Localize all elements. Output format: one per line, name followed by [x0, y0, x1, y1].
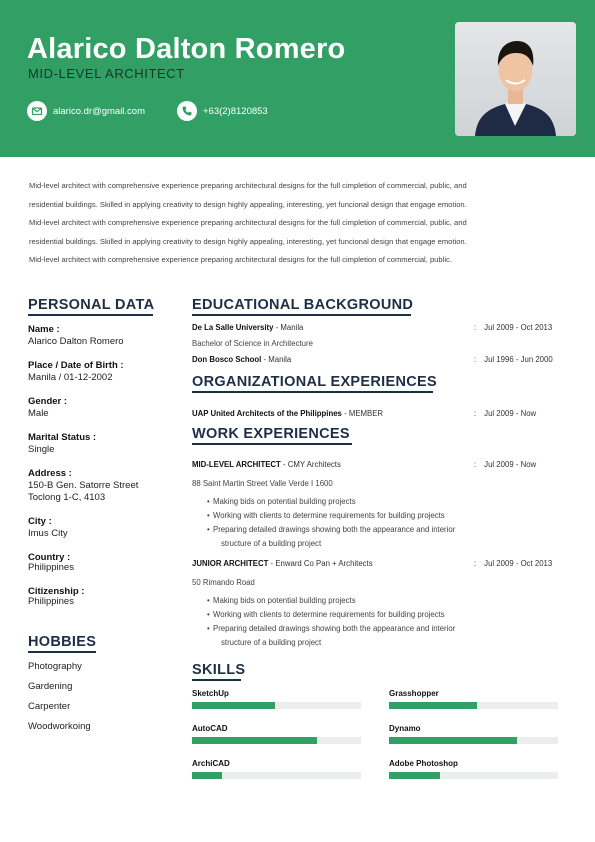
hobbies-underline [28, 651, 96, 653]
school-location: - Manila [273, 323, 304, 332]
duty-continuation: structure of a building project [221, 539, 322, 548]
envelope-icon [27, 101, 47, 121]
skill-name: SketchUp [192, 689, 229, 698]
hobbies-heading: HOBBIES [28, 634, 97, 650]
skill-level-fill [192, 737, 317, 744]
work-entry [192, 559, 373, 568]
gender-value: Male [28, 408, 49, 419]
education-dates: : Jul 1996 - Jun 2000 [474, 355, 553, 364]
address-line-2: Toclong 1-C, 4103 [28, 492, 106, 503]
hobby-item: Photography [28, 661, 82, 672]
work-dates: : Jul 2009 - Oct 2013 [474, 559, 553, 568]
organization-dates: : Jul 2009 - Now [474, 409, 537, 418]
profile-photo [455, 22, 576, 136]
duty-continuation: structure of a building project [221, 638, 322, 647]
candidate-name: Alarico Dalton Romero [27, 33, 346, 65]
skill-bar [192, 737, 361, 744]
job-title: JUNIOR ARCHITECT [192, 559, 269, 568]
degree: Bachelor of Science in Architecture [192, 339, 313, 348]
school-name: Don Bosco School [192, 355, 262, 364]
job-title: MID-LEVEL ARCHITECT [192, 460, 281, 469]
candidate-role: MID-LEVEL ARCHITECT [28, 66, 185, 81]
company: - Enward Co Pan + Architects [268, 559, 373, 568]
duty-item: • Preparing detailed drawings showing both the appearance and interior [207, 624, 456, 633]
school-location: - Manila [261, 355, 292, 364]
address-label: Address : [28, 468, 72, 479]
company: - CMY Architects [280, 460, 341, 469]
hobby-item: Gardening [28, 681, 73, 692]
address-line-1: 150-B Gen. Satorre Street [28, 480, 139, 491]
date-range: Jul 2009 - Oct 2013 [484, 323, 553, 332]
skill-level-fill [389, 737, 517, 744]
work-entry [192, 460, 341, 469]
skill-level-fill [192, 702, 275, 709]
skill-bar [192, 702, 361, 709]
duty-item: • Working with clients to determine requirements for building projects [207, 610, 445, 619]
skill-level-fill [389, 772, 440, 779]
duty-text: Working with clients to determine requirements for building projects [213, 610, 445, 619]
duty-text: Preparing detailed drawings showing both the appearance and interior [213, 525, 456, 534]
skill-bar [389, 737, 558, 744]
email-text[interactable]: alarico.dr@gmail.com [53, 105, 146, 117]
summary-line: residential buildings. Skilled in applying creativity to design highly appealing, interesting, yet funcional design that engage emotion. [29, 236, 467, 246]
skill-name: ArchiCAD [192, 759, 230, 768]
city-value: Imus City [28, 528, 68, 539]
date-range: Jul 2009 - Now [484, 409, 537, 418]
company-address: 50 Rimando Road [192, 578, 255, 587]
company-address: 88 Saint Martin Street Valle Verde I 1600 [192, 479, 333, 488]
summary-line: Mid-level architect with comprehensive experience preparing architectural designs for the full cimpletion of commercial, public, and [29, 218, 467, 228]
duty-text: Working with clients to determine requirements for building projects [213, 511, 445, 520]
birth-label: Place / Date of Birth : [28, 360, 124, 371]
email-contact[interactable] [27, 101, 145, 121]
school-name: De La Salle University [192, 323, 274, 332]
gender-label: Gender : [28, 396, 68, 407]
skill-bar [389, 702, 558, 709]
phone-contact[interactable] [177, 101, 268, 121]
citizenship-value: Philippines [28, 596, 74, 607]
date-range: Jul 2009 - Now [484, 460, 537, 469]
summary-line: Mid-level architect with comprehensive experience preparing architectural designs for the full cimpletion of commercial, public, and [29, 181, 467, 190]
organization-entry [192, 409, 383, 418]
hobby-item: Woodworkoing [28, 721, 91, 732]
skill-bar [192, 772, 361, 779]
skill-level-fill [192, 772, 222, 779]
phone-text[interactable]: +63(2)8120853 [203, 105, 268, 117]
education-entry [192, 323, 303, 332]
education-entry [192, 355, 291, 364]
duty-item: • Working with clients to determine requirements for building projects [207, 511, 445, 520]
duty-text: Making bids on potential building projects [213, 596, 356, 605]
marital-status-value: Single [28, 444, 55, 455]
skill-name: Grasshopper [389, 689, 439, 698]
skill-bar [389, 772, 558, 779]
education-dates: : Jul 2009 - Oct 2013 [474, 323, 553, 332]
date-range: Jul 2009 - Oct 2013 [484, 559, 553, 568]
duty-text: Making bids on potential building projects [213, 497, 356, 506]
header-banner [0, 0, 595, 157]
skill-name: AutoCAD [192, 724, 228, 733]
summary-line: residential buildings. Skilled in applying creativity to design highly appealing, interesting, yet funcional design that engage emotion. [29, 199, 467, 209]
personal-data-heading: PERSONAL DATA [28, 297, 155, 313]
birth-value: Manila / 01-12-2002 [28, 372, 113, 383]
citizenship-label: Citizenship : [28, 586, 85, 597]
phone-icon [177, 101, 197, 121]
education-underline [192, 314, 411, 316]
work-underline [192, 443, 352, 445]
date-range: Jul 1996 - Jun 2000 [484, 355, 553, 364]
organization-role: - MEMBER [341, 409, 384, 418]
duty-item: • Making bids on potential building projects [207, 596, 356, 605]
work-heading: WORK EXPERIENCES [192, 426, 350, 442]
profile-summary [29, 177, 569, 270]
duty-item: • Preparing detailed drawings showing both the appearance and interior [207, 525, 456, 534]
summary-line: Mid-level architect with comprehensive experience preparing architectural designs for the full cimpletion of commercial, public. [29, 255, 452, 265]
organizations-underline [192, 391, 433, 393]
skill-level-fill [389, 702, 477, 709]
hobby-item: Carpenter [28, 701, 71, 712]
skills-underline [192, 679, 241, 681]
organizations-heading: ORGANIZATIONAL EXPERIENCES [192, 374, 437, 390]
skills-heading: SKILLS [192, 662, 246, 678]
country-value: Philippines [28, 562, 74, 573]
work-dates: : Jul 2009 - Now [474, 460, 537, 469]
duty-item: • Making bids on potential building projects [207, 497, 356, 506]
city-label: City : [28, 516, 52, 527]
skill-name: Adobe Photoshop [389, 759, 458, 768]
skill-name: Dynamo [389, 724, 421, 733]
marital-status-label: Marital Status : [28, 432, 97, 443]
organization-name: UAP United Architects of the Philippines [192, 409, 342, 418]
country-label: Country : [28, 552, 71, 563]
name-label: Name : [28, 324, 60, 335]
education-heading: EDUCATIONAL BACKGROUND [192, 297, 414, 313]
duty-text: Preparing detailed drawings showing both the appearance and interior [213, 624, 456, 633]
personal-data-underline [28, 314, 153, 316]
name-value: Alarico Dalton Romero [28, 336, 124, 347]
